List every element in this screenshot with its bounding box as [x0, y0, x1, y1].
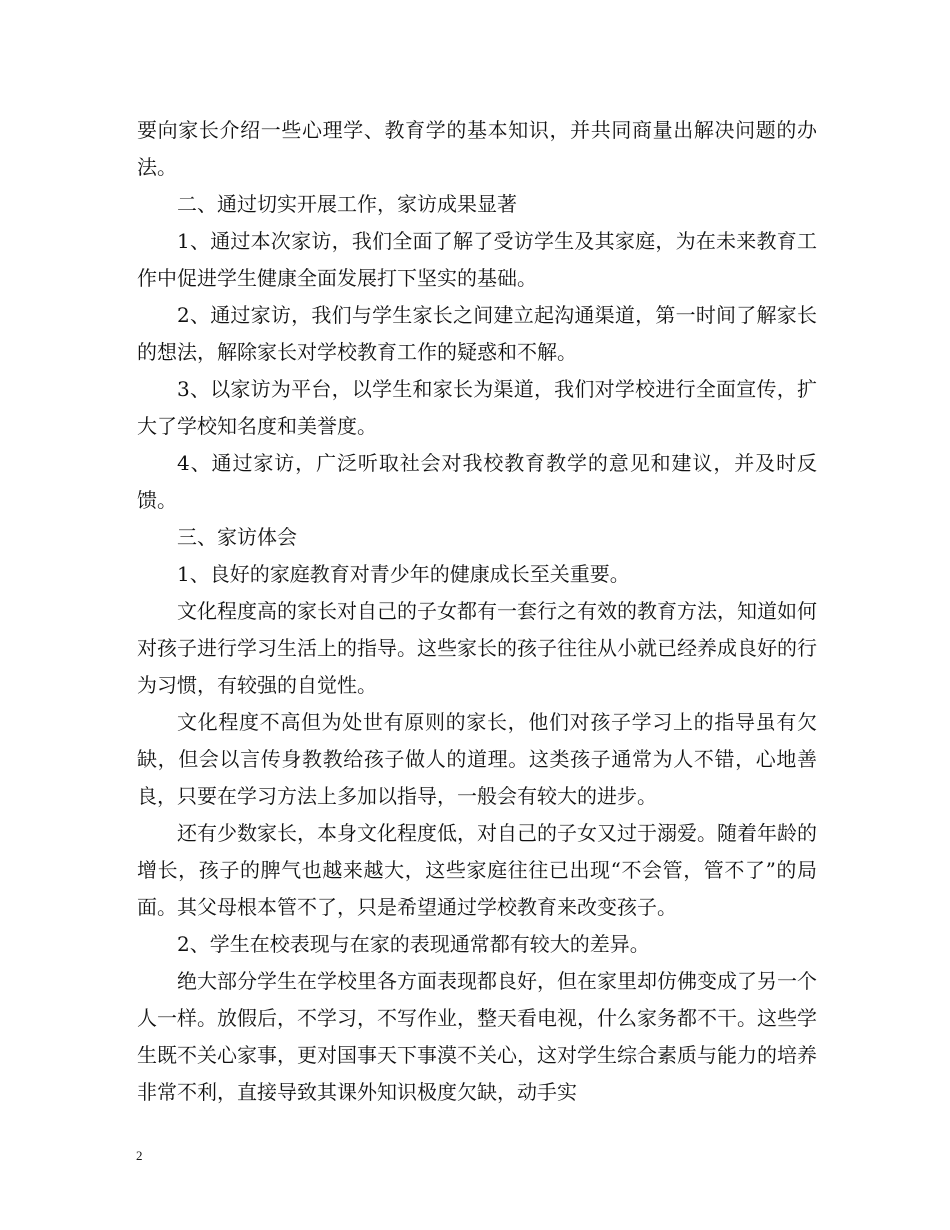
paragraph: 3、以家访为平台，以学生和家长为渠道，我们对学校进行全面宣传，扩大了学校知名度和美誉度。 — [137, 377, 817, 438]
subheading: 1、良好的家庭教育对青少年的健康成长至关重要。 — [177, 562, 630, 586]
paragraph: 绝大部分学生在学校里各方面表现都良好，但在家里却仿佛变成了另一个人一样。放假后，不学习，不写作业，整天看电视，什么家务都不干。这些学生既不关心家事，更对国事天下事漠不关心，这对学生综合素质与能力的培养非常不利，直接导致其课外知识极度欠缺，动手实 — [137, 969, 817, 1104]
section-heading: 二、通过切实开展工作，家访成果显著 — [177, 192, 517, 216]
paragraph: 1、通过本次家访，我们全面了解了受访学生及其家庭，为在未来教育工作中促进学生健康全面发展打下坚实的基础。 — [137, 229, 817, 290]
page-number: 2 — [136, 1148, 143, 1163]
subheading: 2、学生在校表现与在家的表现通常都有较大的差异。 — [177, 932, 650, 956]
document-body — [137, 112, 817, 1111]
paragraph: 2、通过家访，我们与学生家长之间建立起沟通渠道，第一时间了解家长的想法，解除家长对学校教育工作的疑惑和不解。 — [137, 303, 817, 364]
paragraph: 4、通过家访，广泛听取社会对我校教育教学的意见和建议，并及时反馈。 — [137, 451, 817, 512]
paragraph: 文化程度不高但为处世有原则的家长，他们对孩子学习上的指导虽有欠缺，但会以言传身教教给孩子做人的道理。这类孩子通常为人不错，心地善良，只要在学习方法上多加以指导，一般会有较大的进步。 — [137, 710, 817, 808]
paragraph: 还有少数家长，本身文化程度低，对自己的子女又过于溺爱。随着年龄的增长，孩子的脾气也越来越大，这些家庭往往已出现“不会管，管不了”的局面。其父母根本管不了，只是希望通过学校教育来改变孩子。 — [137, 821, 817, 919]
paragraph: 要向家长介绍一些心理学、教育学的基本知识，并共同商量出解决问题的办法。 — [137, 118, 817, 179]
section-heading: 三、家访体会 — [177, 525, 297, 549]
paragraph: 文化程度高的家长对自己的子女都有一套行之有效的教育方法，知道如何对孩子进行学习生活上的指导。这些家长的孩子往往从小就已经养成良好的行为习惯，有较强的自觉性。 — [137, 599, 817, 697]
